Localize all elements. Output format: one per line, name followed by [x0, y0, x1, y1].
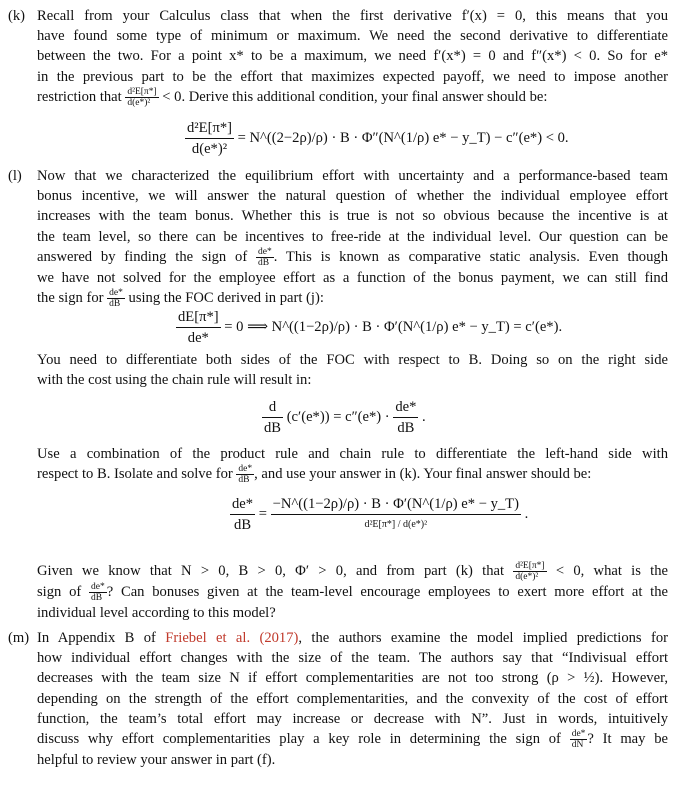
- part-k-line: in the previous part to be the effort that maximizes expected payoff, we need to impose another: [37, 68, 668, 85]
- display-fraction: [262, 397, 283, 438]
- part-k-line: [37, 87, 668, 108]
- text-fragment: using the FOC derived in part (j):: [128, 290, 324, 307]
- text-line: Use a combination of the product rule and chain rule to differentiate the left-hand side with: [37, 446, 668, 462]
- inline-fraction: [125, 87, 158, 108]
- fraction-denominator: d(e*)²: [515, 572, 539, 583]
- part-m-line: decreases with the team size N if effort complementarities are not too strong (ρ > ½). However,: [37, 670, 668, 687]
- text-fragment: , the authors examine the model implied predictions for: [298, 630, 668, 646]
- part-m-line: [37, 628, 668, 648]
- part-l-label: (l): [8, 168, 22, 184]
- inline-fraction: [256, 247, 274, 268]
- part-l-paragraph-2: [37, 350, 668, 390]
- display-fraction: [176, 307, 221, 348]
- equation-rhs: = N^((2−2ρ)/ρ) · B · Φ″(N^(1/ρ) e* − y_T) − c″(e*) < 0.: [237, 130, 569, 147]
- part-l-line: [37, 247, 668, 268]
- equation-chain-rule: [262, 397, 426, 438]
- text-fragment: . This is known as comparative static analysis. Even though: [273, 248, 668, 265]
- part-l-line: bonus incentive, we will answer the natural question of whether the individual employee effort: [37, 188, 668, 205]
- part-m-line: helpful to review your answer in part (f).: [37, 752, 276, 769]
- inline-fraction: [89, 582, 107, 603]
- text-fragment: In Appendix B of: [37, 630, 156, 646]
- fraction-numerator: de*: [109, 288, 123, 299]
- text-line: [37, 582, 668, 603]
- text-fragment: Given we know that N > 0, B > 0, Φ′ > 0, and from part (k) that: [37, 563, 505, 579]
- fraction-numerator: −N^((1−2ρ)/ρ) · B · Φ′(N^(1/ρ) e* − y_T): [271, 494, 521, 515]
- fraction-numerator: dE[π*]: [176, 307, 221, 328]
- part-l-line: the team level, so there can be incentives to free-ride at the individual level. Our question can be: [37, 228, 668, 245]
- equation-foc: [176, 307, 562, 348]
- citation-link[interactable]: Friebel et al. (2017): [165, 630, 299, 646]
- equation-period: .: [422, 409, 426, 426]
- part-l-line: increases with the team bonus. Whether this is true is not so obvious because the incentive is at: [37, 208, 668, 225]
- part-m: [8, 628, 668, 770]
- equation-period: .: [524, 506, 529, 523]
- part-k-line: between the two. For a point x* to be a maximum, we need f′(x*) = 0 and f″(x*) < 0. So for e*: [37, 48, 668, 65]
- part-k-line: Recall from your Calculus class that when the first derivative f′(x) = 0, this means that you: [37, 8, 668, 24]
- fraction-numerator: de*: [571, 729, 586, 740]
- fraction-denominator: dB: [91, 593, 103, 604]
- fraction-denominator: dB: [238, 475, 250, 486]
- fraction-numerator: d²E[π*]: [515, 561, 545, 572]
- text-fragment: , and use your answer in (k). Your final answer should be:: [254, 466, 592, 483]
- inline-fraction: [236, 464, 254, 485]
- part-k: [8, 6, 668, 108]
- fraction-numerator: de*: [393, 397, 418, 418]
- text-fragment: discuss why effort complementarities play a key role in determining the sign of: [37, 731, 561, 748]
- fraction-numerator: de*: [258, 246, 272, 257]
- display-fraction: [393, 397, 418, 438]
- fraction-denominator: dB: [258, 257, 270, 268]
- text-line: with the cost using the chain rule will result in:: [37, 372, 312, 389]
- inline-fraction: [513, 561, 546, 582]
- text-fragment: ? It may be: [587, 731, 668, 748]
- equation-mid: (c′(e*)) = c″(e*) ·: [286, 409, 390, 426]
- part-k-line: have found some type of minimum or maximum. We need the second derivative to differentiate: [37, 28, 668, 45]
- text-fragment: respect to B. Isolate and solve for: [37, 466, 233, 483]
- fraction-denominator: d²E[π*] / d(e*)²: [364, 519, 428, 531]
- fraction-denominator: dB: [234, 517, 252, 534]
- display-fraction: [185, 118, 234, 159]
- text-fragment: < 0, what is the: [555, 563, 668, 579]
- part-l-line: we have not solved for the employee effort as a function of the bonus payment, we can still find: [37, 269, 668, 286]
- text-line: individual level according to this model?: [37, 605, 276, 622]
- fraction-denominator: de*: [187, 330, 209, 347]
- equation-rhs: = 0 ⟹ N^((1−2ρ)/ρ) · B · Φ′(N^(1/ρ) e* − y_T) = c′(e*).: [224, 319, 563, 336]
- text-line: [37, 561, 668, 582]
- equals-sign: =: [258, 506, 267, 523]
- inline-fraction: [107, 288, 125, 309]
- text-line: [37, 464, 668, 485]
- fraction-denominator: d(e*)²: [127, 97, 151, 108]
- fraction-denominator: dB: [264, 420, 282, 437]
- display-fraction: [271, 494, 521, 535]
- fraction-numerator: de*: [91, 582, 105, 593]
- equation-k: [185, 118, 569, 159]
- fraction-numerator: d²E[π*]: [185, 118, 234, 139]
- text-line: You need to differentiate both sides of the FOC with respect to B. Doing so on the right side: [37, 352, 668, 368]
- fraction-numerator: de*: [230, 494, 255, 515]
- fraction-numerator: d: [262, 397, 283, 418]
- fraction-numerator: d²E[π*]: [127, 86, 157, 97]
- text-fragment: the sign for: [37, 290, 104, 307]
- part-m-label: (m): [8, 630, 30, 646]
- part-l: [8, 166, 668, 309]
- equation-final: [230, 494, 528, 535]
- fraction-denominator: dB: [397, 420, 415, 437]
- text-fragment: restriction that: [37, 88, 122, 105]
- part-m-line: [37, 729, 668, 750]
- inline-fraction: [570, 729, 588, 750]
- part-k-label: (k): [8, 8, 26, 24]
- text-fragment: < 0. Derive this additional condition, your final answer should be:: [162, 88, 548, 105]
- fraction-denominator: dB: [109, 299, 121, 310]
- text-fragment: answered by finding the sign of: [37, 248, 248, 265]
- fraction-denominator: dN: [571, 740, 584, 751]
- text-fragment: ? Can bonuses given at the team-level encourage employees to exert more effort at the: [106, 584, 669, 601]
- text-fragment: sign of: [37, 584, 82, 601]
- part-m-line: how individual effort changes with the size of the team. The authors say that “Indivisual effort: [37, 650, 668, 667]
- part-l-line: Now that we characterized the equilibrium effort with uncertainty and a performance-based team: [37, 168, 668, 184]
- part-l-paragraph-3: [37, 444, 668, 485]
- part-l-paragraph-4: [37, 561, 668, 624]
- fraction-numerator: de*: [238, 464, 253, 475]
- part-m-line: depending on the strength of the effort complementarities, and the convexity of the cost of effort: [37, 690, 668, 707]
- fraction-denominator: d(e*)²: [191, 141, 228, 158]
- display-fraction: [230, 494, 255, 535]
- part-m-line: function, the team’s total effort may increase or decrease with N”. Just in words, intuitively: [37, 710, 668, 727]
